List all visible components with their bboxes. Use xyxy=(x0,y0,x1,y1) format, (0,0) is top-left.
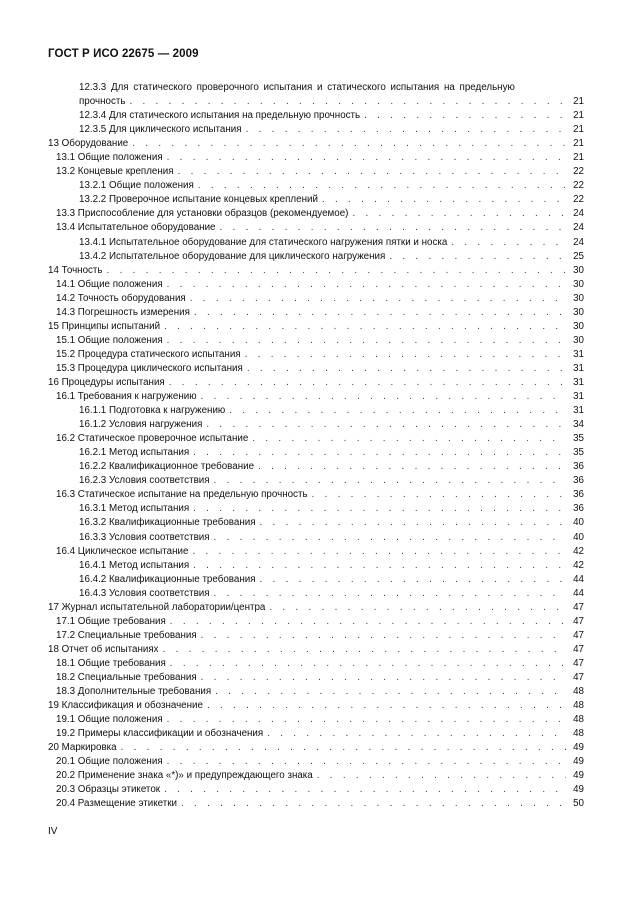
dot-leader xyxy=(260,573,566,587)
toc-entry[interactable] xyxy=(48,685,584,699)
dot-leader xyxy=(167,713,566,727)
toc-entry-label: 16.4.3 Условия соответствия xyxy=(79,587,210,599)
toc-entry-label: 15.2 Процедура статического испытания xyxy=(56,348,241,360)
toc-entry[interactable] xyxy=(48,137,584,151)
toc-entry-label: прочность xyxy=(79,96,126,108)
toc-entry[interactable] xyxy=(48,727,584,741)
toc-entry-page: 40 xyxy=(573,531,584,543)
table-of-contents xyxy=(48,81,584,811)
toc-entry-label: 15 Принципы испытаний xyxy=(48,320,161,332)
toc-entry[interactable] xyxy=(48,264,584,278)
toc-entry[interactable] xyxy=(48,165,584,179)
toc-entry-label: 13 Оборудование xyxy=(48,138,129,150)
toc-entry-page: 22 xyxy=(573,180,584,192)
toc-entry-page: 49 xyxy=(573,770,584,782)
toc-entry[interactable] xyxy=(48,587,584,601)
toc-entry-label: 14.1 Общие положения xyxy=(56,278,163,290)
dot-leader xyxy=(170,615,566,629)
toc-entry-label: 12.3.3 Для статического проверочного испытания и статического испытания на предельную xyxy=(79,82,515,93)
dot-leader xyxy=(193,502,566,516)
toc-entry-page: 50 xyxy=(573,798,584,810)
toc-entry[interactable] xyxy=(48,797,584,811)
toc-entry[interactable] xyxy=(48,460,584,474)
toc-entry[interactable] xyxy=(48,559,584,573)
dot-leader xyxy=(214,587,566,601)
toc-entry-page: 22 xyxy=(573,166,584,178)
toc-entry[interactable] xyxy=(48,207,584,221)
toc-entry-label: 13.4.2 Испытательное оборудование для циклического нагружения xyxy=(79,250,386,262)
toc-entry-page: 47 xyxy=(573,643,584,655)
toc-entry-label: 18 Отчет об испытаниях xyxy=(48,643,159,655)
toc-entry-page: 30 xyxy=(573,278,584,290)
toc-entry-label: 19 Классификация и обозначение xyxy=(48,700,203,712)
toc-entry-page: 22 xyxy=(573,194,584,206)
toc-entry-label: 19.2 Примеры классификации и обозначения xyxy=(56,728,264,740)
toc-entry-label: 16.3 Статическое испытание на предельную прочность xyxy=(56,489,308,501)
dot-leader xyxy=(164,783,566,797)
toc-entry-wrapped[interactable] xyxy=(48,81,584,95)
toc-entry-page: 31 xyxy=(573,391,584,403)
dot-leader xyxy=(167,755,566,769)
dot-leader xyxy=(190,292,566,306)
toc-entry-label: 16.1 Требования к нагружению xyxy=(56,391,197,403)
toc-entry-page: 24 xyxy=(573,222,584,234)
toc-entry[interactable] xyxy=(48,306,584,320)
toc-entry-page: 35 xyxy=(573,433,584,445)
toc-entry-label: 16 Процедуры испытания xyxy=(48,376,165,388)
dot-leader xyxy=(178,165,566,179)
toc-entry-label: 19.1 Общие положения xyxy=(56,714,163,726)
dot-leader xyxy=(246,123,566,137)
toc-entry-page: 42 xyxy=(573,559,584,571)
toc-entry-page: 24 xyxy=(573,208,584,220)
toc-entry-label: 16.2.3 Условия соответствия xyxy=(79,475,210,487)
toc-entry-label: 16.2 Статическое проверочное испытание xyxy=(56,433,249,445)
toc-entry-label: 16.3.2 Квалификационные требования xyxy=(79,517,256,529)
toc-entry-page: 30 xyxy=(573,320,584,332)
toc-entry-label: 13.2.1 Общие положения xyxy=(79,180,194,192)
toc-entry-page: 31 xyxy=(573,348,584,360)
toc-entry[interactable] xyxy=(48,390,584,404)
toc-entry[interactable] xyxy=(48,179,584,193)
toc-entry-label: 17.1 Общие требования xyxy=(56,615,166,627)
toc-entry[interactable] xyxy=(48,699,584,713)
toc-entry-label: 18.3 Дополнительные требования xyxy=(56,686,212,698)
toc-entry-page: 30 xyxy=(573,292,584,304)
dot-leader xyxy=(207,699,566,713)
toc-entry[interactable] xyxy=(48,348,584,362)
dot-leader xyxy=(129,95,566,109)
toc-entry-label: 13.4.1 Испытательное оборудование для статического нагружения пятки и носка xyxy=(79,236,448,248)
toc-entry[interactable] xyxy=(48,741,584,755)
dot-leader xyxy=(206,418,566,432)
toc-entry[interactable] xyxy=(48,671,584,685)
toc-entry[interactable] xyxy=(48,446,584,460)
toc-entry[interactable] xyxy=(48,221,584,235)
toc-entry[interactable] xyxy=(48,713,584,727)
toc-entry-label: 13.2.2 Проверочное испытание концевых креплений xyxy=(79,194,318,206)
dot-leader xyxy=(167,278,566,292)
toc-entry-page: 49 xyxy=(573,756,584,768)
toc-entry[interactable] xyxy=(48,236,584,250)
toc-entry[interactable] xyxy=(48,643,584,657)
dot-leader xyxy=(389,250,566,264)
dot-leader xyxy=(181,797,566,811)
toc-entry-page: 31 xyxy=(573,362,584,374)
toc-entry-page: 36 xyxy=(573,489,584,501)
toc-entry-page: 30 xyxy=(573,334,584,346)
dot-leader xyxy=(169,376,566,390)
dot-leader xyxy=(245,348,566,362)
toc-entry-page: 21 xyxy=(573,124,584,136)
toc-entry-page: 21 xyxy=(573,96,584,108)
toc-entry[interactable] xyxy=(48,418,584,432)
toc-entry[interactable] xyxy=(48,516,584,530)
dot-leader xyxy=(215,685,566,699)
toc-entry[interactable] xyxy=(48,573,584,587)
toc-entry-page: 44 xyxy=(573,573,584,585)
dot-leader xyxy=(163,643,566,657)
toc-entry[interactable] xyxy=(48,109,584,123)
dot-leader xyxy=(258,460,566,474)
dot-leader xyxy=(260,516,566,530)
toc-entry[interactable] xyxy=(48,601,584,615)
toc-entry-label: 13.2 Концевые крепления xyxy=(56,166,174,178)
toc-entry-page: 48 xyxy=(573,714,584,726)
toc-entry[interactable] xyxy=(48,362,584,376)
toc-entry[interactable] xyxy=(48,278,584,292)
toc-entry[interactable] xyxy=(48,488,584,502)
toc-entry-label: 18.1 Общие требования xyxy=(56,657,166,669)
toc-entry-label: 13.3 Приспособление для установки образцов (рекомендуемое) xyxy=(56,208,349,220)
toc-entry-page: 34 xyxy=(573,419,584,431)
toc-entry-label: 16.1.1 Подготовка к нагружению xyxy=(79,405,226,417)
toc-entry-label: 12.3.5 Для циклического испытания xyxy=(79,124,242,136)
toc-entry-page: 49 xyxy=(573,784,584,796)
toc-entry[interactable] xyxy=(48,193,584,207)
dot-leader xyxy=(214,531,566,545)
toc-entry-page: 35 xyxy=(573,447,584,459)
toc-entry-label: 14 Точность xyxy=(48,264,103,276)
toc-entry-page: 31 xyxy=(573,405,584,417)
toc-entry[interactable] xyxy=(48,615,584,629)
dot-leader xyxy=(269,601,566,615)
toc-entry[interactable] xyxy=(48,292,584,306)
toc-entry-label: 16.4.1 Метод испытания xyxy=(79,559,190,571)
toc-entry-page: 36 xyxy=(573,503,584,515)
toc-entry-label: 13.4 Испытательное оборудование xyxy=(56,222,216,234)
dot-leader xyxy=(451,236,566,250)
dot-leader xyxy=(194,306,566,320)
toc-entry[interactable] xyxy=(48,531,584,545)
toc-entry-label: 16.2.2 Квалификационное требование xyxy=(79,461,255,473)
toc-entry[interactable] xyxy=(48,783,584,797)
toc-entry-page: 25 xyxy=(573,250,584,262)
toc-entry-page: 47 xyxy=(573,629,584,641)
toc-list xyxy=(48,109,584,811)
toc-entry[interactable] xyxy=(48,123,584,137)
dot-leader xyxy=(201,671,566,685)
dot-leader xyxy=(247,362,566,376)
toc-entry-label: 14.2 Точность оборудования xyxy=(56,292,186,304)
toc-entry-label: 17.2 Специальные требования xyxy=(56,629,197,641)
dot-leader xyxy=(170,657,566,671)
toc-entry-page: 47 xyxy=(573,615,584,627)
toc-entry-page: 47 xyxy=(573,601,584,613)
dot-leader xyxy=(193,446,566,460)
dot-leader xyxy=(201,390,566,404)
toc-entry-page: 21 xyxy=(573,110,584,122)
toc-entry-page: 21 xyxy=(573,152,584,164)
dot-leader xyxy=(132,137,566,151)
toc-entry-label: 16.2.1 Метод испытания xyxy=(79,447,190,459)
toc-entry-page: 21 xyxy=(573,138,584,150)
toc-entry-label: 15.1 Общие положения xyxy=(56,334,163,346)
toc-entry-label: 20.3 Образцы этикеток xyxy=(56,784,161,796)
toc-entry[interactable] xyxy=(48,545,584,559)
toc-entry-page: 31 xyxy=(573,376,584,388)
toc-entry-page: 48 xyxy=(573,728,584,740)
toc-entry[interactable] xyxy=(48,474,584,488)
toc-entry-page: 47 xyxy=(573,657,584,669)
toc-entry-label: 20 Маркировка xyxy=(48,742,117,754)
toc-entry-label: 16.4 Циклическое испытание xyxy=(56,545,189,557)
dot-leader xyxy=(220,221,567,235)
toc-entry-label: 16.3.1 Метод испытания xyxy=(79,503,190,515)
toc-entry-page: 30 xyxy=(573,264,584,276)
dot-leader xyxy=(312,488,566,502)
dot-leader xyxy=(317,769,566,783)
toc-entry-page: 36 xyxy=(573,461,584,473)
toc-entry-page: 48 xyxy=(573,700,584,712)
toc-entry-wrapped-continuation[interactable] xyxy=(48,95,584,109)
toc-entry-page: 42 xyxy=(573,545,584,557)
document-header: ГОСТ Р ИСО 22675 — 2009 xyxy=(48,48,199,60)
toc-entry[interactable] xyxy=(48,334,584,348)
dot-leader xyxy=(252,432,566,446)
dot-leader xyxy=(167,334,566,348)
dot-leader xyxy=(193,559,566,573)
toc-entry[interactable] xyxy=(48,151,584,165)
toc-entry[interactable] xyxy=(48,320,584,334)
dot-leader xyxy=(121,741,566,755)
toc-entry-label: 14.3 Погрешность измерения xyxy=(56,306,190,318)
toc-entry-label: 16.1.2 Условия нагружения xyxy=(79,419,203,431)
toc-entry-page: 49 xyxy=(573,742,584,754)
dot-leader xyxy=(229,404,566,418)
dot-leader xyxy=(364,109,566,123)
toc-entry[interactable] xyxy=(48,404,584,418)
toc-entry-label: 17 Журнал испытательной лаборатории/центра xyxy=(48,601,266,613)
toc-entry-label: 16.3.3 Условия соответствия xyxy=(79,531,210,543)
dot-leader xyxy=(164,320,566,334)
toc-entry[interactable] xyxy=(48,629,584,643)
toc-entry-page: 30 xyxy=(573,306,584,318)
dot-leader xyxy=(322,193,566,207)
dot-leader xyxy=(198,179,566,193)
dot-leader xyxy=(201,629,566,643)
toc-entry[interactable] xyxy=(48,250,584,264)
toc-entry-label: 16.4.2 Квалификационные требования xyxy=(79,573,256,585)
toc-entry-label: 20.1 Общие положения xyxy=(56,756,163,768)
toc-entry[interactable] xyxy=(48,769,584,783)
toc-entry[interactable] xyxy=(48,376,584,390)
dot-leader xyxy=(192,545,566,559)
dot-leader xyxy=(167,151,566,165)
toc-entry-label: 13.1 Общие положения xyxy=(56,152,163,164)
toc-entry-page: 47 xyxy=(573,671,584,683)
page-number: IV xyxy=(48,826,58,837)
dot-leader xyxy=(214,474,566,488)
toc-entry-page: 40 xyxy=(573,517,584,529)
toc-entry-page: 44 xyxy=(573,587,584,599)
toc-entry-label: 20.4 Размещение этикетки xyxy=(56,798,177,810)
toc-entry-page: 48 xyxy=(573,686,584,698)
toc-entry[interactable] xyxy=(48,502,584,516)
toc-entry[interactable] xyxy=(48,657,584,671)
toc-entry-label: 12.3.4 Для статического испытания на предельную прочность xyxy=(79,110,361,122)
toc-entry-label: 15.3 Процедура циклического испытания xyxy=(56,362,243,374)
toc-entry[interactable] xyxy=(48,432,584,446)
dot-leader xyxy=(352,207,566,221)
toc-entry-page: 24 xyxy=(573,236,584,248)
toc-entry-page: 36 xyxy=(573,475,584,487)
dot-leader xyxy=(107,264,566,278)
toc-entry[interactable] xyxy=(48,755,584,769)
toc-entry-label: 18.2 Специальные требования xyxy=(56,671,197,683)
dot-leader xyxy=(267,727,566,741)
toc-entry-label: 20.2 Применение знака «*)» и предупреждающего знака xyxy=(56,770,313,782)
